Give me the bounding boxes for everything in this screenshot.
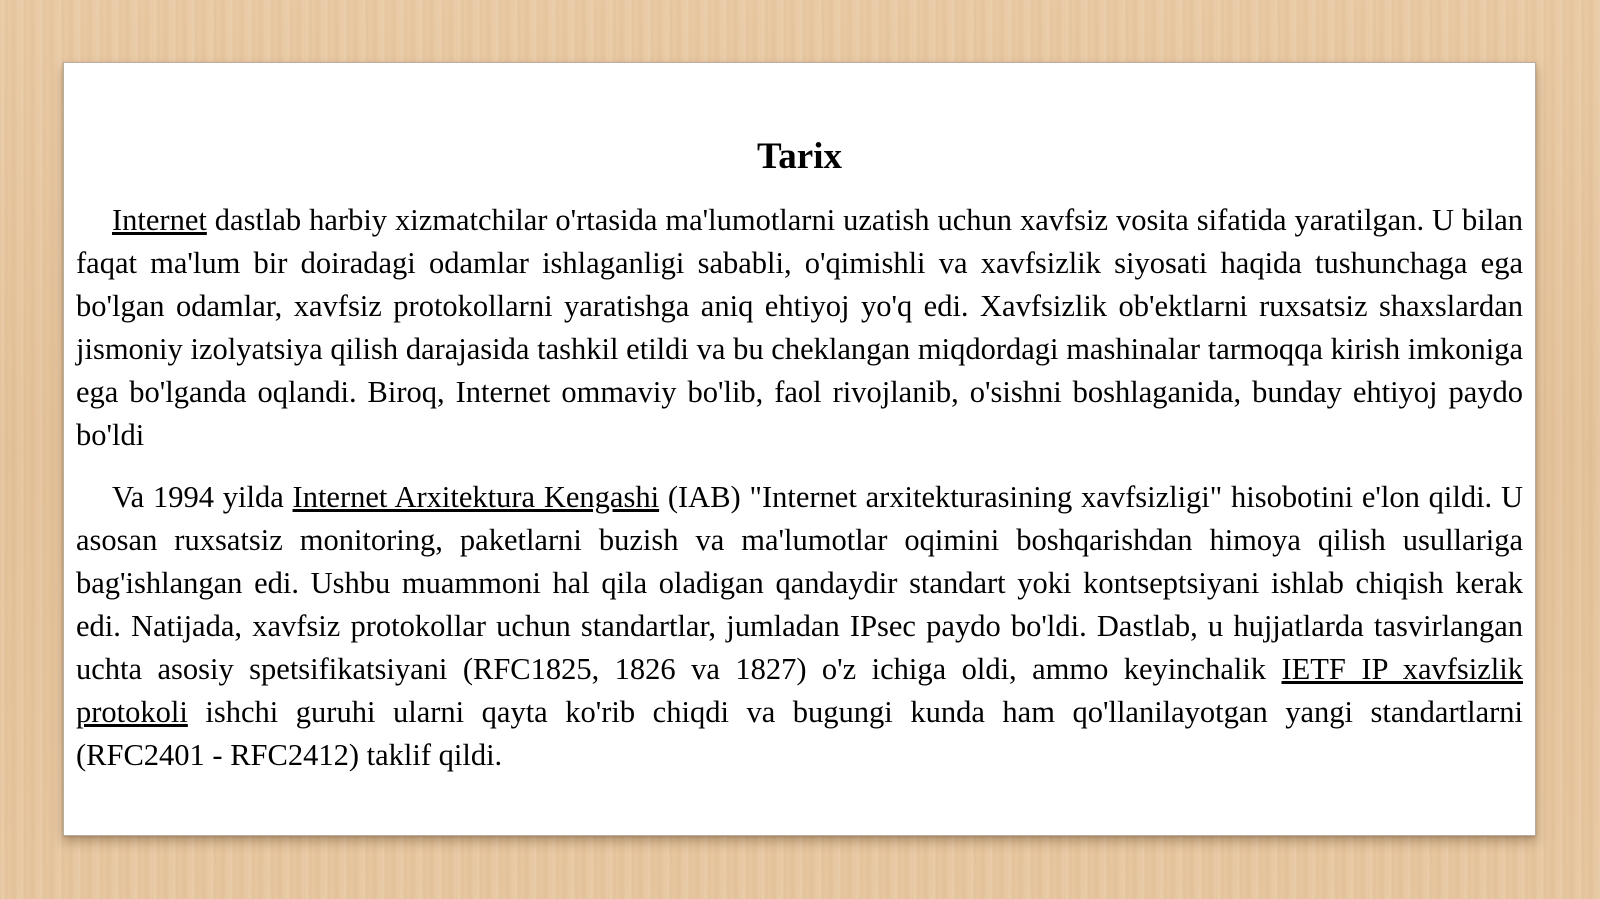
internet-link[interactable]: Internet (112, 203, 207, 237)
ietf-link[interactable]: IETF IP xavfsizlik protokoli (76, 652, 1524, 729)
paragraph-1-text: dastlab harbiy xizmatchilar o'rtasida ma'lumotlarni uzatish uchun xavfsiz vosita sifatida yaratilgan. U bilan faqat ma'lum bir doiradagi odamlar ishlaganligi sababli, o'qimishli va xavfsizlik siyosati haqida tushunchaga ega bo'lgan odamlar, xavfsiz protokollarni yaratishga aniq ehtiyoj yo'q edi. Xavfsizlik ob'ektlarni ruxsatsiz shaxslardan jismoniy izolyatsiya qilish darajasida tashkil etildi va bu cheklangan miqdordagi mashinalar tarmoqqa kirish imkoniga ega bo'lganda oqlandi. Biroq, Internet ommaviy bo'lib, faol rivojlanib, o'sishni boshlaganida, bunday ehtiyoj paydo bo'ldi (76, 203, 1523, 452)
iab-link[interactable]: Internet Arxitektura Kengashi (292, 480, 660, 514)
paragraph-2-text: (IAB) "Internet arxitekturasining xavfsizligi" hisobotini e'lon qildi. U asosan ruxsatsiz monitoring, paketlarni buzish va ma'lumotlar oqimini boshqarishdan himoya qilish usullariga bag'ishlangan edi. Ushbu muammoni hal qila oladigan qandaydir standart yoki kontseptsiyani ishlab chiqish kerak edi. Natijada, xavfsiz protokollar uchun standartlar, jumladan IPsec paydo bo'ldi. Dastlab, u hujjatlarda tasvirlangan uchta asosiy spetsifikatsiyani (RFC1825, 1826 va 1827) o'z ichiga oldi, ammo keyinchalik (76, 480, 1523, 686)
slide-title: Tarix (757, 136, 842, 177)
slide-card (63, 62, 1536, 836)
slide-body (76, 199, 1523, 777)
paragraph-2-ending: ishchi guruhi ularni qayta ko'rib chiqdi va bugungi kunda ham qo'llanilayotgan yangi standartlarni (RFC2401 - RFC2412) taklif qildi. (76, 695, 1523, 772)
paragraph-iab-report (76, 476, 1523, 777)
paragraph-2-intro: Va 1994 yilda (112, 480, 293, 514)
paragraph-internet-origin (76, 199, 1523, 457)
